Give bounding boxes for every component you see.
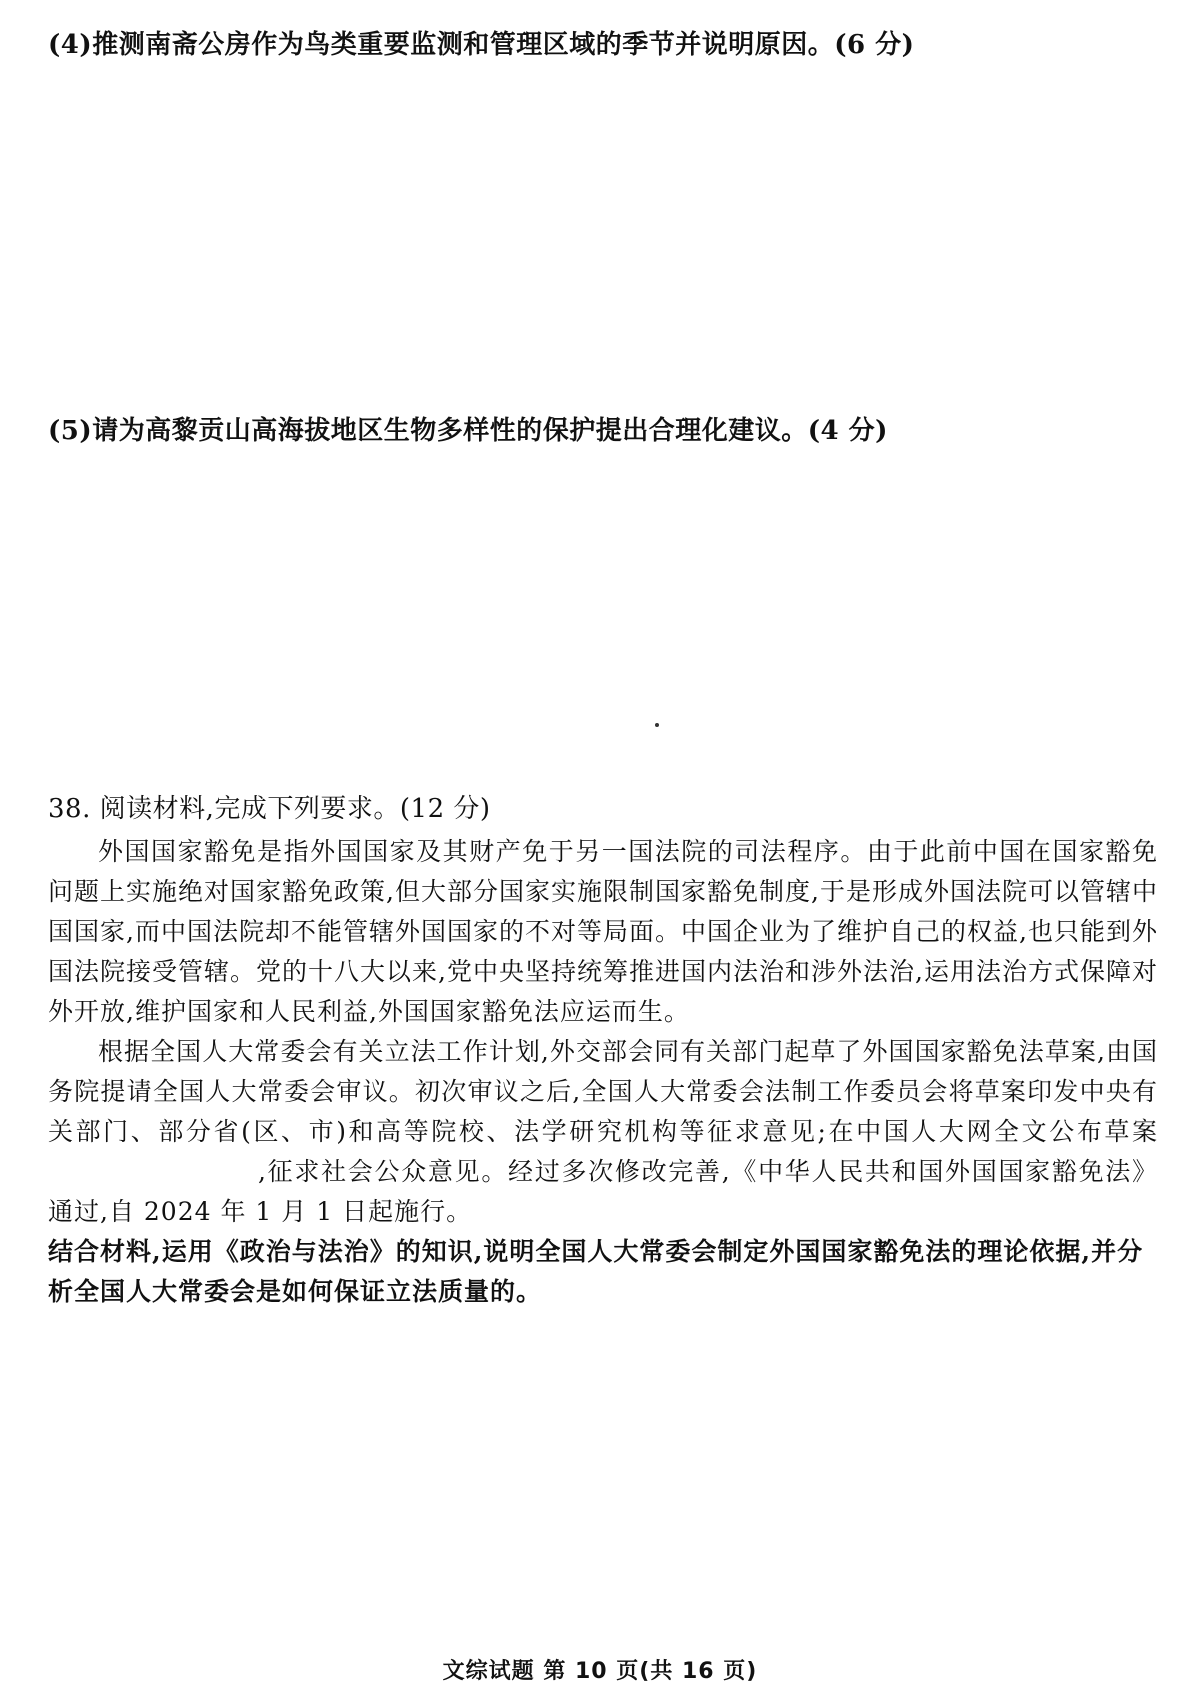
material-paragraph-2-part-1: 根据全国人大常委会有关立法工作计划,外交部会同有关部门起草了外国国家豁免法草案,由国务院提请全国人大常委会审议。初次审议之后,全国人大常委会法制工作委员会将草案印发中央有关部门、部分省(区、市)和高等院校、法学研究机构等征求意见;在中国人大网全文公布草案 [48, 1037, 1158, 1146]
question-38-title: 38. 阅读材料,完成下列要求。(12 分) [48, 794, 491, 824]
page-footer: 文综试题 第 10 页(共 16 页) [442, 1659, 758, 1684]
question-38-material [48, 832, 1158, 1312]
material-paragraph-2 [48, 1032, 1158, 1232]
material-paragraph-2-part-2: ,征求社会公众意见。经过多次修改完善,《中华人民共和国外国国家豁免法》通过,自 2024 年 1 月 1 日起施行。 [48, 1157, 1158, 1226]
question-4: (4)推测南斋公房作为鸟类重要监测和管理区域的季节并说明原因。(6 分) [48, 30, 915, 60]
question-38-task: 结合材料,运用《政治与法治》的知识,说明全国人大常委会制定外国国家豁免法的理论依据,并分析全国人大常委会是如何保证立法质量的。 [48, 1237, 1144, 1306]
stray-mark [655, 723, 659, 727]
material-paragraph-1: 外国国家豁免是指外国国家及其财产免于另一国法院的司法程序。由于此前中国在国家豁免问题上实施绝对国家豁免政策,但大部分国家实施限制国家豁免制度,于是形成外国法院可以管辖中国国家,而中国法院却不能管辖外国国家的不对等局面。中国企业为了维护自己的权益,也只能到外国法院接受管辖。党的十八大以来,党中央坚持统筹推进国内法治和涉外法治,运用法治方式保障对外开放,维护国家和人民利益,外国国家豁免法应运而生。 [48, 837, 1158, 1026]
question-5: (5)请为高黎贡山高海拔地区生物多样性的保护提出合理化建议。(4 分) [48, 416, 888, 446]
